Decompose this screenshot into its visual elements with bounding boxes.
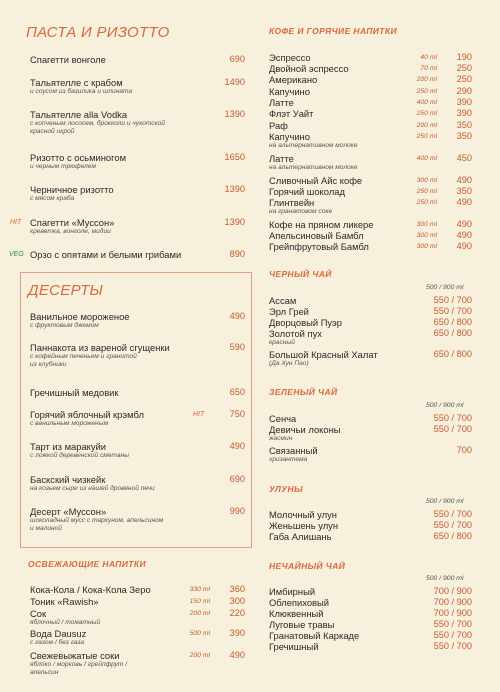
item-name: Тоник «Rawish» [30, 596, 99, 607]
menu-item [269, 413, 296, 424]
item-name: Флэт Уайт [269, 108, 314, 119]
item-description: апельсин [30, 669, 59, 676]
item-description: и соусом из базилика и шпината [30, 88, 133, 95]
item-price: 250 [456, 74, 472, 84]
menu-item [30, 441, 129, 460]
menu-item [269, 317, 342, 328]
item-price: 490 [229, 650, 245, 660]
item-price: 360 [229, 584, 245, 594]
item-volume: 250 ml [416, 87, 437, 95]
item-price: 650 / 800 [433, 531, 472, 541]
item-price: 490 [229, 311, 245, 321]
item-price: 450 [456, 153, 472, 163]
item-price: 550 / 700 [433, 424, 472, 434]
hit-tag: HIT [10, 219, 22, 226]
item-name: Капучино [269, 131, 310, 142]
item-price: 700 / 900 [433, 586, 472, 596]
item-price: 690 [229, 474, 245, 484]
item-name: Сенча [269, 413, 297, 424]
menu-item [269, 131, 358, 150]
menu-item [30, 184, 114, 203]
oolong-header: 500 / 900 ml [426, 498, 464, 505]
item-name: Ванильное мороженое [30, 311, 130, 322]
item-price: 1490 [224, 77, 245, 87]
item-name: Капучино [269, 86, 310, 97]
menu-item [269, 219, 373, 230]
item-name: Глинтвейн [269, 197, 315, 208]
item-description: с газом / без газа [30, 639, 85, 646]
item-name: Ризотто с осьминогом [30, 152, 127, 163]
item-price: 490 [456, 175, 472, 185]
item-volume: 200 ml [189, 609, 210, 617]
item-price: 490 [229, 441, 245, 451]
menu-item [30, 409, 144, 428]
item-description: красный [269, 339, 295, 346]
menu-item [269, 445, 318, 464]
item-description: из клубники [30, 361, 67, 368]
menu-item [30, 152, 126, 171]
menu-item [269, 153, 358, 172]
item-price: 550 / 700 [433, 520, 472, 530]
item-name: Тальятелле с крабом [30, 77, 123, 88]
herbal-title: НЕЧАЙНЫЙ ЧАЙ [269, 561, 346, 571]
item-volume: 330 ml [189, 585, 210, 593]
item-price: 300 [229, 596, 245, 606]
item-description: с ванильным мороженым [30, 420, 108, 427]
item-price: 650 / 800 [433, 317, 472, 327]
menu-item [269, 108, 313, 119]
item-name: Вода Dausuz [30, 628, 87, 639]
item-name: Спагетти «Муссон» [30, 217, 115, 228]
item-description: с мясом краба [30, 195, 75, 202]
item-price: 990 [229, 506, 245, 516]
item-description: на альтернативном молоке [269, 142, 358, 149]
item-name: Баскский чизкейк [30, 474, 106, 485]
item-price: 550 / 700 [433, 641, 472, 651]
fresh-title: ОСВЕЖАЮЩИЕ НАПИТКИ [28, 559, 147, 569]
item-volume: 250 ml [416, 198, 437, 206]
item-description: (Да Хун Пао) [269, 360, 309, 367]
menu-item [30, 217, 114, 236]
item-price: 650 [229, 387, 245, 397]
item-name: Спагетти вонголе [30, 54, 106, 65]
item-name: Гречишный [269, 641, 319, 652]
menu-item [269, 230, 364, 241]
item-name: Золотой пух [269, 328, 322, 339]
menu-item [269, 241, 369, 252]
menu-item [30, 628, 86, 647]
item-name: Кофе на пряном ликере [269, 219, 374, 230]
item-price: 1650 [224, 152, 245, 162]
item-price: 290 [456, 86, 472, 96]
menu-item [30, 596, 99, 607]
menu-item [269, 120, 288, 131]
item-price: 890 [229, 249, 245, 259]
item-name: Имбирный [269, 586, 316, 597]
item-name: Эспрессо [269, 52, 311, 63]
item-name: Луговые травы [269, 619, 335, 630]
item-name: Апельсиновый Бамбл [269, 230, 364, 241]
item-name: Латте [269, 153, 294, 164]
menu-item [30, 474, 155, 493]
herbal-header: 500 / 900 ml [426, 575, 464, 582]
black-tea-title: ЧЕРНЫЙ ЧАЙ [269, 269, 332, 279]
menu-item [269, 586, 315, 597]
item-price: 490 [456, 219, 472, 229]
item-price: 550 / 700 [433, 619, 472, 629]
item-price: 590 [229, 342, 245, 352]
item-volume: 150 ml [189, 597, 210, 605]
item-price: 550 / 700 [433, 295, 472, 305]
item-price: 650 / 800 [433, 328, 472, 338]
item-description: с копченым лососем, брокколи и чукотской [30, 120, 166, 127]
item-price: 550 / 700 [433, 509, 472, 519]
item-description: яблочный / томатный [30, 619, 101, 626]
item-description: и черным трюфелем [30, 163, 96, 170]
item-price: 350 [456, 131, 472, 141]
item-price: 390 [456, 108, 472, 118]
item-price: 1390 [224, 109, 245, 119]
menu-item [269, 520, 338, 531]
item-volume: 400 ml [416, 154, 437, 162]
menu-item [269, 52, 311, 63]
menu-item [30, 387, 119, 398]
item-name: Горячий яблочный крэмбл [30, 409, 144, 420]
item-description: на козьем сыре из нашей дровяной печи [30, 485, 155, 492]
item-name: Паннакота из вареной сгущенки [30, 342, 170, 353]
item-volume: 40 ml [420, 53, 437, 61]
item-price: 250 [456, 63, 472, 73]
menu-item [269, 597, 329, 608]
item-price: 550 / 700 [433, 306, 472, 316]
menu-item [30, 650, 127, 677]
item-price: 390 [229, 628, 245, 638]
menu-item [30, 608, 100, 627]
item-description: жасмин [269, 435, 293, 442]
item-description: с фруктовым джемом [30, 322, 99, 329]
item-description: с ложкой деревенской сметаны [30, 452, 129, 459]
item-price: 190 [456, 52, 472, 62]
item-name: Сливочный Айс кофе [269, 175, 363, 186]
item-name: Дворцовый Пуэр [269, 317, 343, 328]
item-price: 1390 [224, 184, 245, 194]
item-name: Орзо с опятами и белыми грибами [30, 249, 182, 260]
menu-item [269, 175, 362, 186]
item-name: Свежевыжатые соки [30, 650, 120, 661]
item-volume: 300 ml [416, 176, 437, 184]
item-price: 690 [229, 54, 245, 64]
menu-item [269, 509, 337, 520]
item-name: Тарт из маракуйи [30, 441, 107, 452]
item-volume: 200 ml [416, 75, 437, 83]
item-price: 390 [456, 97, 472, 107]
menu-item [269, 349, 378, 368]
desserts-title: ДЕСЕРТЫ [28, 282, 104, 299]
veg-tag: VEG [9, 251, 24, 258]
item-volume: 500 ml [189, 629, 210, 637]
pasta-title: ПАСТА И РИЗОТТО [26, 24, 170, 41]
green-tea-header: 500 / 900 ml [426, 402, 464, 409]
menu-item [269, 641, 318, 652]
item-name: Сок [30, 608, 47, 619]
menu-item [30, 54, 106, 65]
item-name: Клюквенный [269, 608, 324, 619]
menu-item [30, 109, 165, 136]
menu-item [269, 86, 310, 97]
item-volume: 300 ml [416, 220, 437, 228]
menu-item [269, 328, 322, 347]
item-name: Тальятелле alla Vodka [30, 109, 128, 120]
menu-item [30, 584, 151, 595]
item-price: 1390 [224, 217, 245, 227]
item-name: Эрл Грей [269, 306, 309, 317]
menu-item [269, 608, 323, 619]
item-description: красной икрой [30, 128, 75, 135]
menu-item [30, 506, 163, 533]
item-description: с кофейным печеньем и гранитой [30, 353, 137, 360]
item-name: Большой Красный Халат [269, 349, 378, 360]
menu-item [269, 186, 345, 197]
item-name: Молочный улун [269, 509, 337, 520]
item-volume: 400 ml [416, 98, 437, 106]
menu-item [269, 306, 309, 317]
item-name: Ассам [269, 295, 297, 306]
item-name: Кока-Кола / Кока-Кола Зеро [30, 584, 151, 595]
menu-item [30, 342, 170, 369]
black-tea-header: 500 / 900 ml [426, 284, 464, 291]
item-volume: 250 ml [416, 132, 437, 140]
item-price: 650 / 800 [433, 349, 472, 359]
item-volume: 300 ml [416, 231, 437, 239]
item-name: Облепиховый [269, 597, 329, 608]
item-name: Черничное ризотто [30, 184, 114, 195]
item-description: шоколадный мусс с тархуном, апельсином [30, 517, 164, 524]
item-name: Раф [269, 120, 288, 131]
menu-item [269, 619, 334, 630]
item-name: Латте [269, 97, 294, 108]
menu-item [30, 249, 181, 260]
item-name: Девичьи локоны [269, 424, 341, 435]
item-price: 550 / 700 [433, 413, 472, 423]
item-volume: 200 ml [189, 651, 210, 659]
item-price: 490 [456, 197, 472, 207]
item-name: Грейпфрутовый Бамбл [269, 241, 369, 252]
menu-item [269, 531, 332, 542]
oolong-title: УЛУНЫ [269, 484, 303, 494]
menu-item [269, 295, 296, 306]
menu-item [269, 97, 294, 108]
menu-item [30, 311, 130, 330]
green-tea-title: ЗЕЛЕНЫЙ ЧАЙ [269, 387, 338, 397]
item-price: 750 [229, 409, 245, 419]
item-name: Десерт «Муссон» [30, 506, 107, 517]
item-name: Гранатовый Каркаде [269, 630, 360, 641]
item-name: Связанный [269, 445, 318, 456]
item-name: Гречишный медовик [30, 387, 119, 398]
item-name: Габа Алишань [269, 531, 332, 542]
item-name: Двойной эспрессо [269, 63, 349, 74]
item-description: креветка, вонголе, мидии [30, 228, 111, 235]
item-price: 490 [456, 241, 472, 251]
item-description: яблоко / морковь / грейпфрут / [30, 661, 128, 668]
coffee-title: КОФЕ И ГОРЯЧИЕ НАПИТКИ [269, 26, 398, 36]
item-description: на альтернативном молоке [269, 164, 358, 171]
menu-item [269, 74, 317, 85]
item-price: 220 [229, 608, 245, 618]
hit-tag: HIT [193, 411, 205, 418]
item-volume: 300 ml [416, 242, 437, 250]
menu-item [269, 63, 349, 74]
item-name: Американо [269, 74, 318, 85]
item-volume: 250 ml [416, 187, 437, 195]
item-price: 350 [456, 120, 472, 130]
item-price: 700 / 900 [433, 597, 472, 607]
item-description: и малиной [30, 525, 62, 532]
menu-item [269, 197, 332, 216]
item-name: Горячий шоколад [269, 186, 345, 197]
item-price: 700 / 900 [433, 608, 472, 618]
item-description: хризантема [269, 456, 308, 463]
item-price: 350 [456, 186, 472, 196]
item-price: 550 / 700 [433, 630, 472, 640]
menu-item [269, 424, 341, 443]
item-volume: 200 ml [416, 121, 437, 129]
item-price: 700 [456, 445, 472, 455]
item-volume: 70 ml [420, 64, 437, 72]
item-price: 490 [456, 230, 472, 240]
item-name: Женьшень улун [269, 520, 339, 531]
item-volume: 250 ml [416, 109, 437, 117]
menu-item [30, 77, 132, 96]
menu-item [269, 630, 359, 641]
item-description: на гранатовом соке [269, 208, 333, 215]
